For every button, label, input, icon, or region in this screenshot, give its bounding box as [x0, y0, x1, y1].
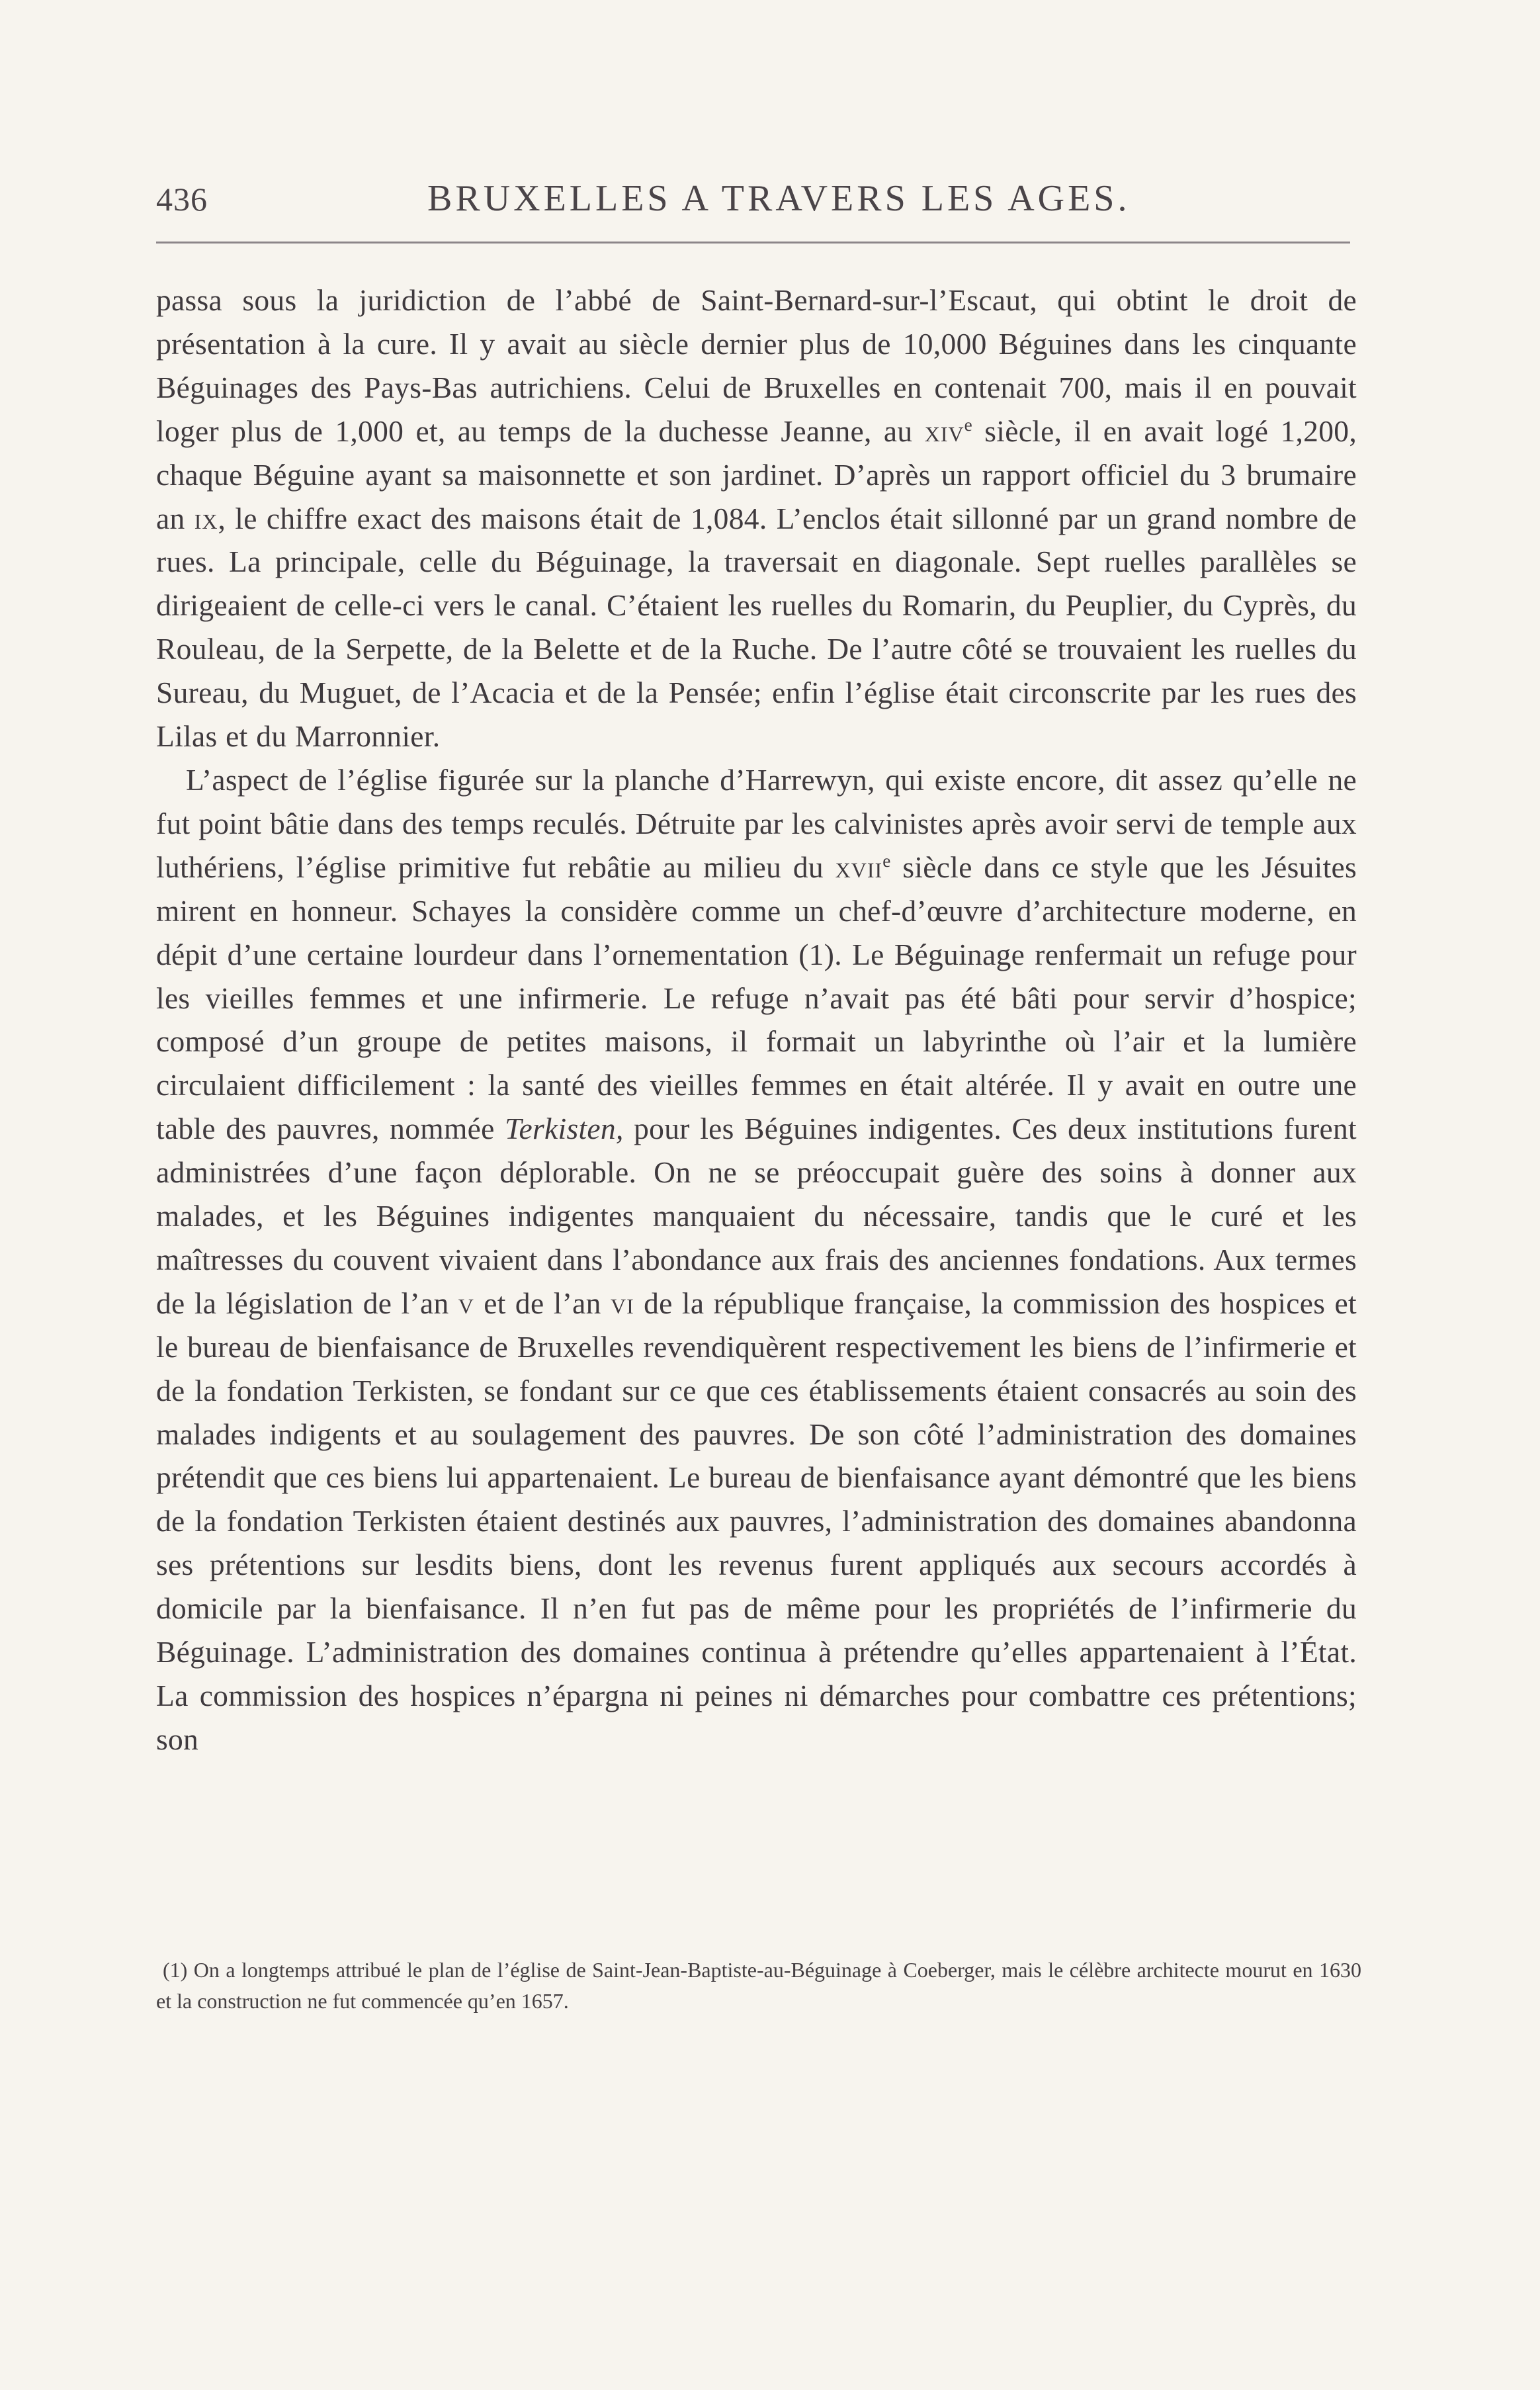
text-run: passa sous la juridiction de l’abbé de Saint-Bernard-sur-l’Escaut, qui obtint le droit de présentation à la cure. Il y avait au siècle dernier plus de 10,000 Béguines dans les cinquante Béguinages des Pays-Bas autrichiens. Celui de Bruxelles en contenait 700, mais il en pouvait loger plus de 1,000 et, au temps de la duchesse Jeanne, au	[156, 283, 1357, 448]
footnote-text: (1) On a longtemps attribué le plan de l’église de Saint-Jean-Baptiste-au-Béguinage à Coeberger, mais le célèbre architecte mourut en 1630 et la construction ne fut commencée qu’en 1657.	[156, 1958, 1361, 2013]
paragraph	[156, 758, 1357, 1761]
text-run: pour les Béguines indigentes. Ces deux institutions furent administrées d’une façon déplorable. On ne se préoccupait guère des soins à donner aux malades, et les Béguines indigentes manquaient du nécessaire, tandis que le curé et les maîtresses du couvent vivaient dans l’abondance aux frais des anciennes fondations. Aux termes de la législation de l’an	[156, 1112, 1357, 1320]
text-run: , le chiffre exact des maisons était de 1,084. L’enclos était sillonné par un grand nombre de rues. La principale, celle du Béguinage, la traversait en diagonale. Sept ruelles parallèles se dirigeaient de celle-ci vers le canal. C’étaient les ruelles du Romarin, du Peuplier, du Cyprès, du Rouleau, de la Serpette, de la Belette et de la Ruche. De l’autre côté se trouvaient les ruelles du Sureau, du Muguet, de l’Acacia et de la Pensée; enfin l’église était circonscrite par les rues des Lilas et du Marronnier.	[156, 501, 1357, 754]
page-number: 436	[156, 181, 208, 218]
body-text	[156, 279, 1357, 1761]
footnote	[156, 1955, 1361, 2017]
text-run: et de l’an	[474, 1286, 611, 1320]
text-run: Terkisten,	[505, 1112, 624, 1146]
header-rule	[156, 242, 1350, 243]
text-run: siècle dans ce style que les Jésuites mirent en honneur. Schayes la considère comme un chef-d’œuvre d’architecture moderne, en dépit d’une certaine lourdeur dans l’ornementation (1). Le Béguinage renfermait un refuge pour les vieilles femmes et une infirmerie. Le refuge n’avait pas été bâti pour servir d’hospice; composé d’un groupe de petites maisons, il formait un labyrinthe où l’air et la lumière circulaient difficilement : la santé des vieilles femmes en était altérée. Il y avait en outre une table des pauvres, nommée	[156, 850, 1357, 1146]
text-run: ix	[194, 501, 218, 535]
text-run: xvii	[835, 850, 883, 884]
text-run: vi	[611, 1286, 634, 1320]
text-run: v	[458, 1286, 474, 1320]
page-header	[156, 177, 1350, 237]
text-run: L’aspect de l’église figurée sur la planche d’Harrewyn, qui existe encore, dit assez qu’elle ne fut point bâtie dans des temps reculés. Détruite par les calvinistes après avoir servi de temple aux luthériens, l’église primitive fut rebâtie au milieu du	[156, 762, 1357, 884]
paragraph	[156, 279, 1357, 758]
text-run: e	[882, 850, 891, 871]
text-run: e	[964, 414, 973, 435]
text-run: de la république française, la commission des hospices et le bureau de bienfaisance de Bruxelles revendiquèrent respectivement les biens de l’infirmerie et de la fondation Terkisten, se fondant sur ce que ces établissements étaient consacrés au soin des malades indigents et au soulagement des pauvres. De son côté l’administration des domaines prétendit que ces biens lui appartenaient. Le bureau de bienfaisance ayant démontré que les biens de la fondation Terkisten étaient destinés aux pauvres, l’administration des domaines abandonna ses prétentions sur lesdits biens, dont les revenus furent appliqués aux secours accordés à domicile par la bienfaisance. Il n’en fut pas de même pour les propriétés de l’infirmerie du Béguinage. L’administration des domaines continua à prétendre qu’elles appartenaient à l’État. La commission des hospices n’épargna ni peines ni démarches pour combattre ces prétentions; son	[156, 1286, 1357, 1756]
running-title: BRUXELLES A TRAVERS LES AGES.	[427, 178, 1131, 219]
text-run: xiv	[924, 414, 964, 448]
text-run: siècle, il en avait logé 1,200, chaque Béguine ayant sa maisonnette et son jardinet. D’après un rapport officiel du 3 brumaire an	[156, 414, 1357, 535]
